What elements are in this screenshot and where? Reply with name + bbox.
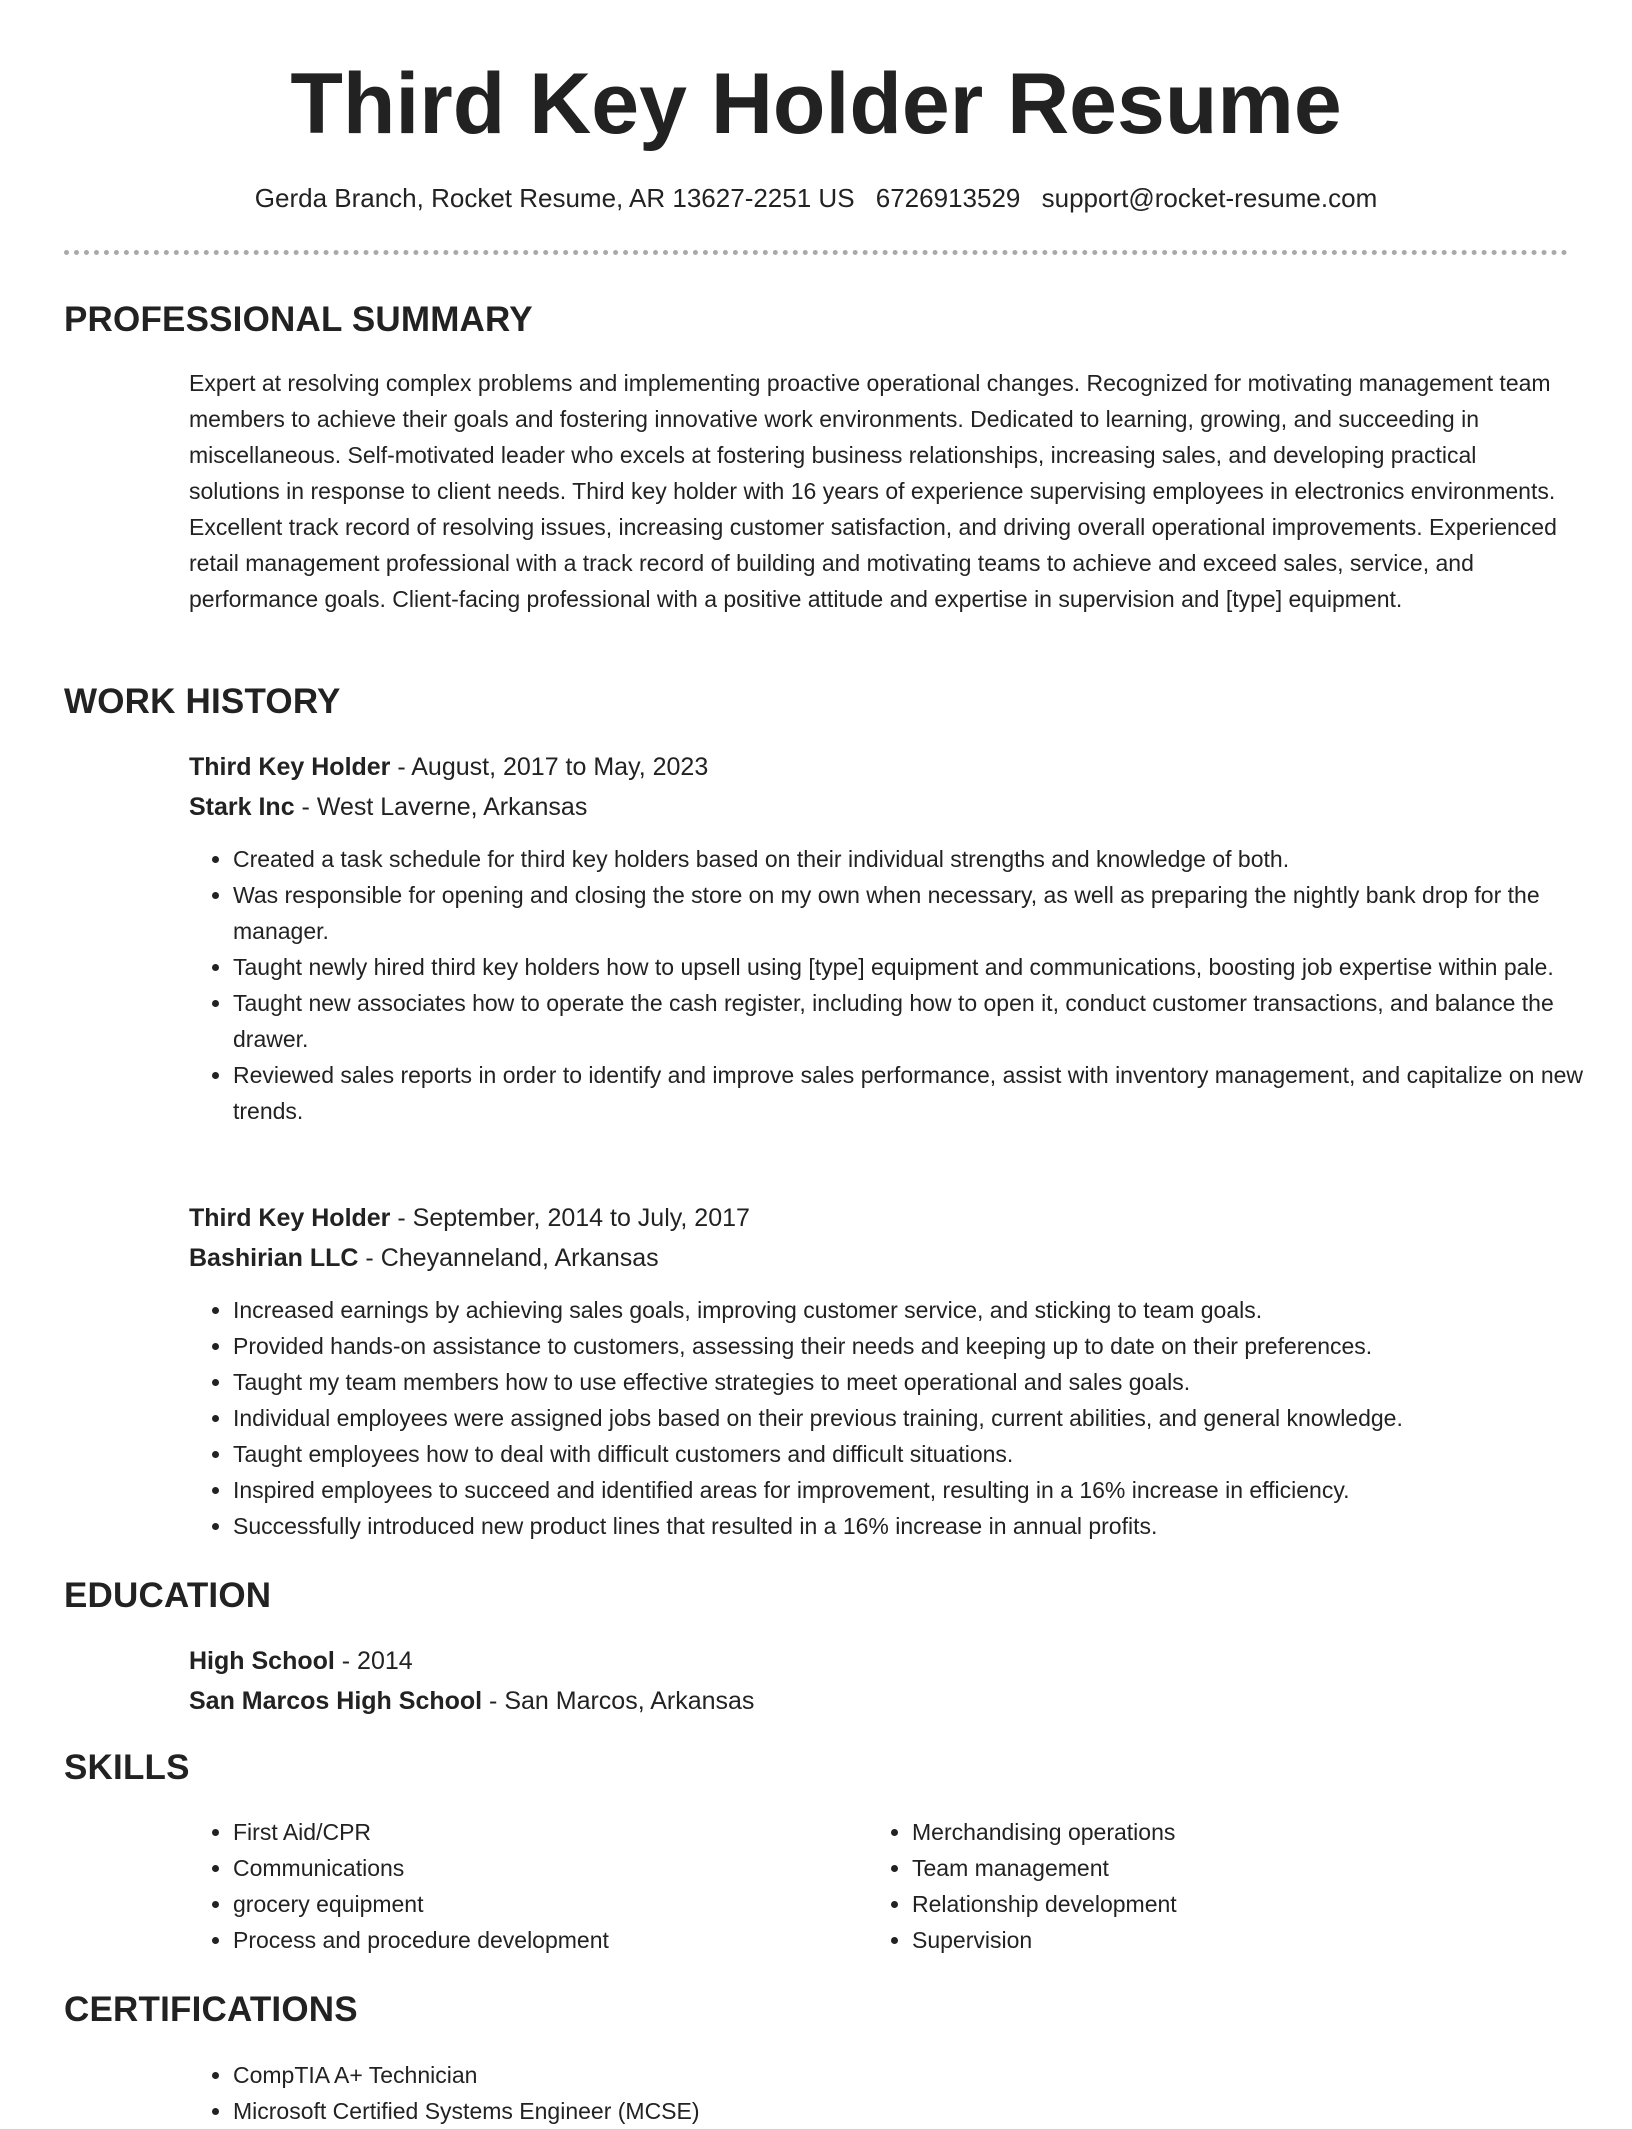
- job-2-dates: - September, 2014 to July, 2017: [390, 1204, 750, 1232]
- skill-item: • Team management: [912, 1850, 1532, 1886]
- header-divider: [64, 250, 1568, 255]
- job-1-location: - West Laverne, Arkansas: [294, 793, 588, 821]
- list-item: • Increased earnings by achieving sales goals, improving customer service, and sticking to team goals.: [233, 1292, 1613, 1328]
- job-1-title-line: [189, 749, 708, 785]
- skill-item: • Relationship development: [912, 1886, 1532, 1922]
- education-school: San Marcos High School: [189, 1687, 483, 1715]
- certifications-heading: CERTIFICATIONS: [64, 1990, 358, 2029]
- education-school-line: [189, 1683, 754, 1719]
- skill-item: • grocery equipment: [233, 1886, 853, 1922]
- list-item: • Taught my team members how to use effective strategies to meet operational and sales goals.: [233, 1364, 1613, 1400]
- list-item: • Taught employees how to deal with difficult customers and difficult situations.: [233, 1436, 1613, 1472]
- summary-text: Expert at resolving complex problems and implementing proactive operational changes. Recognized for motivating management team members to achieve their goals and fostering innovative work environments. Dedicated to learning, growing, and succeeding in miscellaneous. Self-motivated leader who excels at fostering business relationships, increasing sales, and developing practical solutions in response to client needs. Third key holder with 16 years of experience supervising employees in electronics environments. Excellent track record of resolving issues, increasing customer satisfaction, and driving overall operational improvements. Experienced retail management professional with a track record of building and motivating teams to achieve and exceed sales, service, and performance goals. Client-facing professional with a positive attitude and expertise in supervision and [type] equipment.: [189, 370, 1557, 612]
- list-item: • Taught new associates how to operate the cash register, including how to open it, conduct customer transactions, and balance the drawer.: [233, 985, 1613, 1057]
- skill-item: • Supervision: [912, 1922, 1532, 1958]
- certifications-list: [189, 2057, 1613, 2129]
- job-2-title-line: [189, 1200, 750, 1236]
- list-item: • Inspired employees to succeed and identified areas for improvement, resulting in a 16% increase in efficiency.: [233, 1472, 1613, 1508]
- contact-phone: 6726913529: [875, 183, 1021, 213]
- skill-item: • Communications: [233, 1850, 853, 1886]
- list-item: • Reviewed sales reports in order to identify and improve sales performance, assist with inventory management, and capitalize on new trends.: [233, 1057, 1613, 1129]
- list-item: • Taught newly hired third key holders how to upsell using [type] equipment and communications, boosting job expertise within pale.: [233, 949, 1613, 985]
- skill-item: • Process and procedure development: [233, 1922, 853, 1958]
- job-2-company: Bashirian LLC: [189, 1244, 359, 1272]
- skills-list-left: [189, 1814, 853, 1958]
- education-heading: EDUCATION: [64, 1576, 272, 1615]
- summary-heading: PROFESSIONAL SUMMARY: [64, 300, 533, 339]
- job-2-location: - Cheyanneland, Arkansas: [358, 1244, 659, 1272]
- contact-address: Gerda Branch, Rocket Resume, AR 13627-2251 US: [254, 183, 855, 213]
- certification-item: • CompTIA A+ Technician: [233, 2057, 1613, 2093]
- list-item: • Provided hands-on assistance to customers, assessing their needs and keeping up to date on their preferences.: [233, 1328, 1613, 1364]
- contact-email: support@rocket-resume.com: [1041, 183, 1378, 213]
- education-year: - 2014: [334, 1647, 413, 1675]
- work-history-heading: WORK HISTORY: [64, 682, 341, 721]
- job-1-bullets: [189, 841, 1613, 1129]
- contact-line: [0, 180, 1632, 216]
- list-item: • Created a task schedule for third key holders based on their individual strengths and knowledge of both.: [233, 841, 1613, 877]
- job-2-bullets: [189, 1292, 1613, 1544]
- job-1-dates: - August, 2017 to May, 2023: [390, 753, 709, 781]
- job-2-company-line: [189, 1240, 659, 1276]
- skill-item: • Merchandising operations: [912, 1814, 1532, 1850]
- list-item: • Was responsible for opening and closing the store on my own when necessary, as well as preparing the nightly bank drop for the manager.: [233, 877, 1613, 949]
- education-degree-line: [189, 1643, 413, 1679]
- skill-item: • First Aid/CPR: [233, 1814, 853, 1850]
- job-1-title: Third Key Holder: [189, 753, 391, 781]
- job-2-title: Third Key Holder: [189, 1204, 391, 1232]
- skills-heading: SKILLS: [64, 1748, 190, 1787]
- education-degree: High School: [189, 1647, 335, 1675]
- list-item: • Successfully introduced new product lines that resulted in a 16% increase in annual profits.: [233, 1508, 1613, 1544]
- job-1-company: Stark Inc: [189, 793, 295, 821]
- certification-item: • Microsoft Certified Systems Engineer (MCSE): [233, 2093, 1613, 2129]
- list-item: • Individual employees were assigned jobs based on their previous training, current abilities, and general knowledge.: [233, 1400, 1613, 1436]
- education-location: - San Marcos, Arkansas: [482, 1687, 755, 1715]
- resume-title: Third Key Holder Resume: [290, 56, 1342, 152]
- skills-list-right: [868, 1814, 1532, 1958]
- job-1-company-line: [189, 789, 587, 825]
